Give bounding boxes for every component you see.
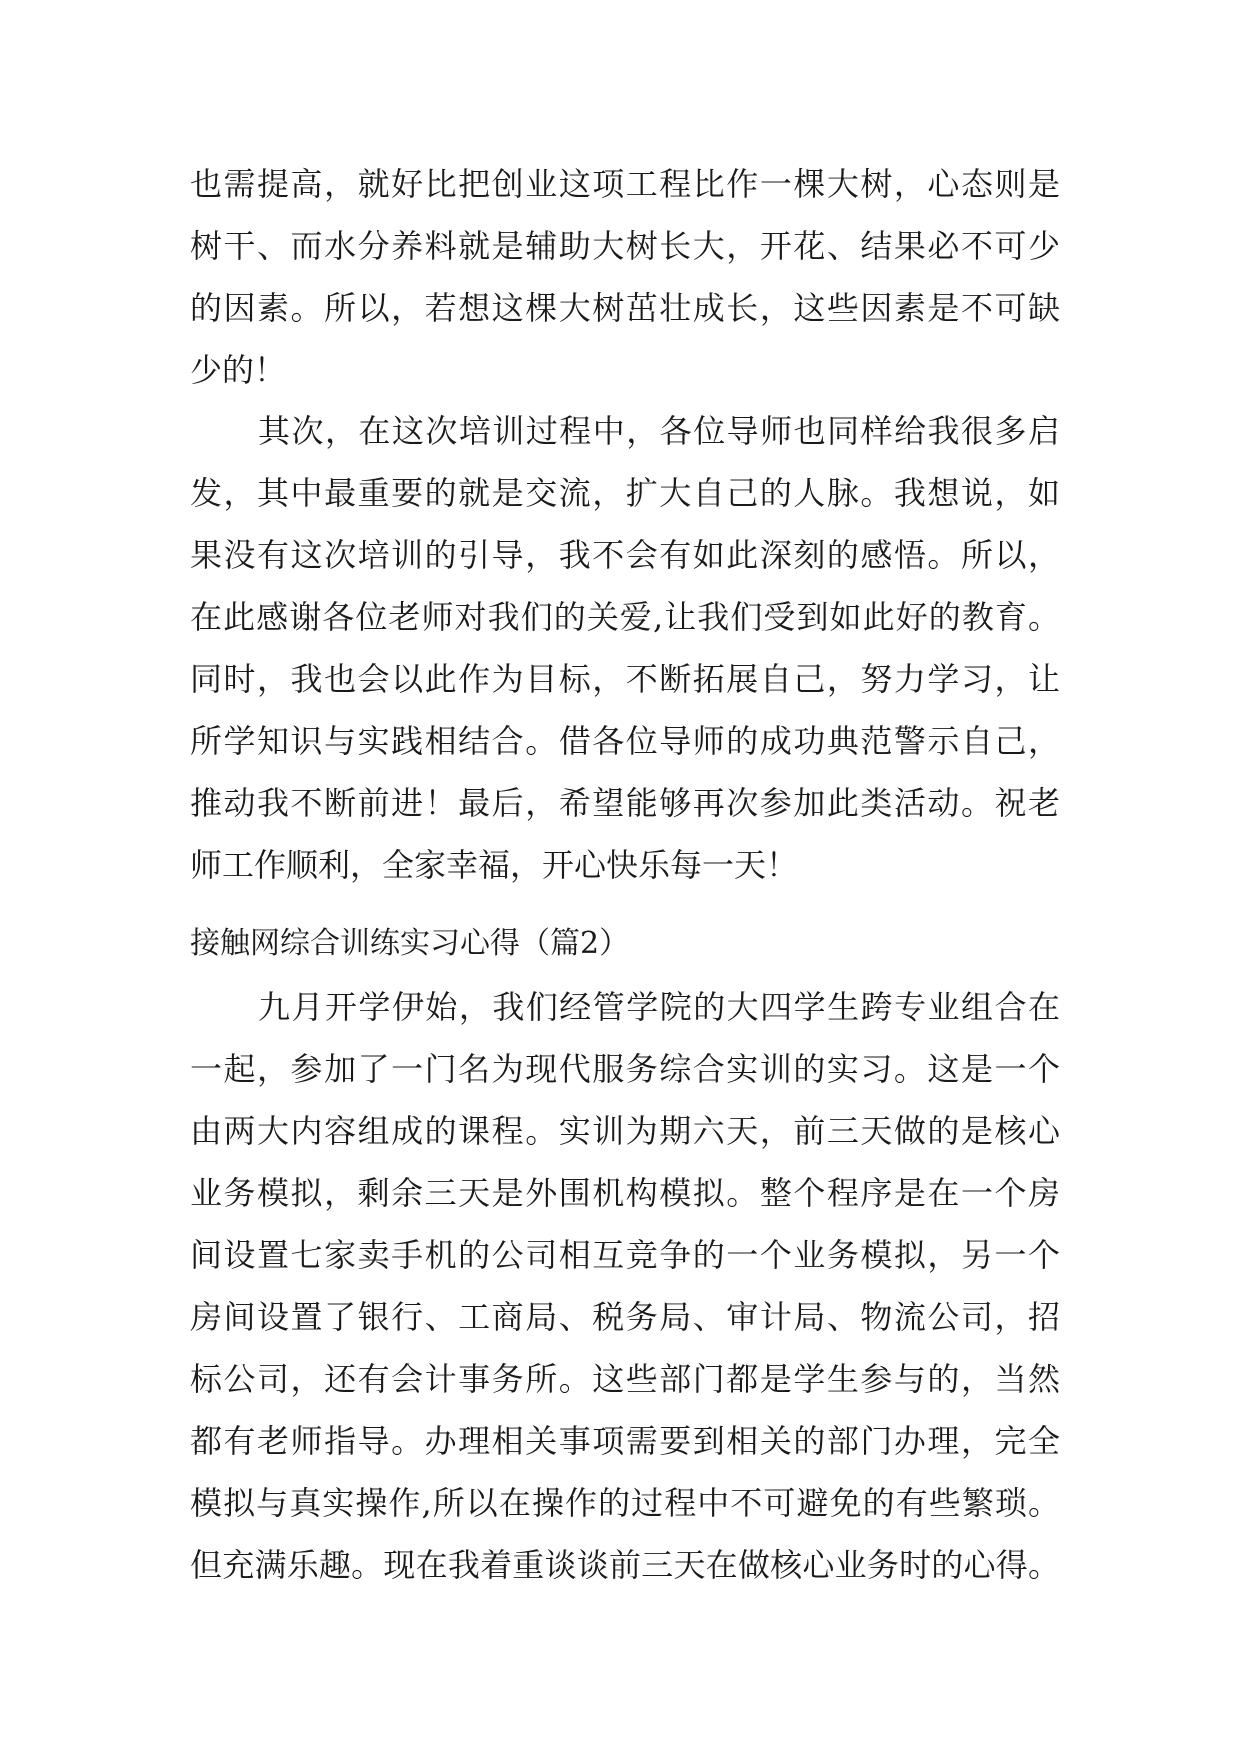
paragraph-1-line-1: 也需提高，就好比把创业这项工程比作一棵大树，心态则是 bbox=[190, 165, 1060, 203]
paragraph-1-line-2: 树干、而水分养料就是辅助大树长大，开花、结果必不可少 bbox=[190, 227, 1060, 265]
paragraph-3-line-6: 房间设置了银行、工商局、税务局、审计局、物流公司，招 bbox=[190, 1298, 1060, 1336]
paragraph-3-line-4: 业务模拟，剩余三天是外围机构模拟。整个程序是在一个房 bbox=[190, 1174, 1060, 1212]
paragraph-3-line-7: 标公司，还有会计事务所。这些部门都是学生参与的，当然 bbox=[190, 1360, 1060, 1398]
paragraph-3-line-1: 九月开学伊始，我们经管学院的大四学生跨专业组合在 bbox=[258, 988, 1060, 1026]
paragraph-3-line-10: 但充满乐趣。现在我着重谈谈前三天在做核心业务时的心得。 bbox=[190, 1546, 1060, 1584]
paragraph-2-line-1: 其次，在这次培训过程中，各位导师也同样给我很多启 bbox=[258, 412, 1060, 450]
paragraph-3-line-5: 间设置七家卖手机的公司相互竞争的一个业务模拟，另一个 bbox=[190, 1236, 1060, 1274]
paragraph-2-line-5: 同时，我也会以此作为目标，不断拓展自己，努力学习，让 bbox=[190, 660, 1060, 698]
section-heading: 接触网综合训练实习心得（篇2） bbox=[190, 926, 630, 961]
paragraph-3-line-2: 一起，参加了一门名为现代服务综合实训的实习。这是一个 bbox=[190, 1050, 1060, 1088]
paragraph-1-line-4: 少的！ bbox=[190, 351, 287, 389]
paragraph-1-line-3: 的因素。所以，若想这棵大树茁壮成长，这些因素是不可缺 bbox=[190, 289, 1060, 327]
paragraph-3-line-8: 都有老师指导。办理相关事项需要到相关的部门办理，完全 bbox=[190, 1422, 1060, 1460]
paragraph-2-line-6: 所学知识与实践相结合。借各位导师的成功典范警示自己， bbox=[190, 722, 1060, 760]
paragraph-2-line-8: 师工作顺利，全家幸福，开心快乐每一天！ bbox=[190, 846, 799, 884]
paragraph-2-line-7: 推动我不断前进！最后，希望能够再次参加此类活动。祝老 bbox=[190, 784, 1060, 822]
paragraph-2-line-2: 发，其中最重要的就是交流，扩大自己的人脉。我想说，如 bbox=[190, 474, 1060, 512]
paragraph-3-line-9: 模拟与真实操作,所以在操作的过程中不可避免的有些繁琐。 bbox=[190, 1484, 1060, 1522]
paragraph-2-line-4: 在此感谢各位老师对我们的关爱,让我们受到如此好的教育。 bbox=[190, 598, 1060, 636]
paragraph-3-line-3: 由两大内容组成的课程。实训为期六天，前三天做的是核心 bbox=[190, 1112, 1060, 1150]
paragraph-2-line-3: 果没有这次培训的引导，我不会有如此深刻的感悟。所以， bbox=[190, 536, 1060, 574]
